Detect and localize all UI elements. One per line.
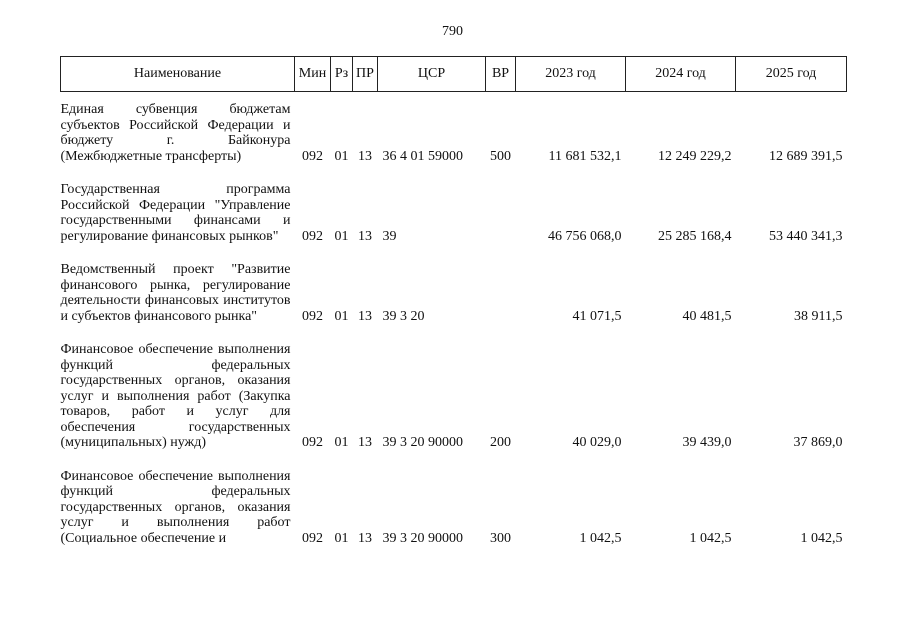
row-2025: 53 440 341,3 <box>769 228 843 244</box>
header-2024: 2024 год <box>626 57 736 92</box>
row-2024: 39 439,0 <box>682 435 732 450</box>
row-csr: 36 4 01 59000 <box>382 148 463 164</box>
row-min: 092 <box>302 435 323 450</box>
header-vr: ВР <box>486 57 516 92</box>
row-vr: 500 <box>490 148 511 164</box>
row-rz: 01 <box>334 308 349 324</box>
row-2024: 40 481,5 <box>682 308 732 324</box>
row-pr: 13 <box>358 530 372 546</box>
row-min: 092 <box>302 530 323 546</box>
table-row <box>61 92 847 173</box>
page-number: 790 <box>442 24 463 39</box>
row-min: 092 <box>302 228 323 244</box>
header-min: Мин <box>295 57 331 92</box>
row-vr: 200 <box>490 435 511 450</box>
row-2025: 1 042,5 <box>800 530 843 546</box>
row-2025: 37 869,0 <box>793 435 843 450</box>
header-pr: ПР <box>353 57 378 92</box>
header-2023: 2023 год <box>516 57 626 92</box>
header-name: Наименование <box>61 57 295 92</box>
table-row <box>61 332 847 459</box>
row-2025: 38 911,5 <box>794 308 843 324</box>
row-rz: 01 <box>334 435 349 450</box>
row-2023: 41 071,5 <box>572 308 622 324</box>
row-min: 092 <box>302 308 323 324</box>
row-name: Финансовое обеспечение выполнения функций федеральных государственных органов, оказания услуг и выполнения работ (Закупка товаров, работ и услуг для обеспечения государственных (муниципальных) нужд) <box>60 342 291 450</box>
row-2023: 40 029,0 <box>572 435 622 450</box>
header-rz: Рз <box>331 57 353 92</box>
row-rz: 01 <box>334 530 349 546</box>
row-csr: 39 3 20 <box>382 308 425 324</box>
row-vr <box>486 252 516 332</box>
row-pr: 13 <box>358 228 372 244</box>
row-pr: 13 <box>358 435 372 450</box>
row-csr: 39 3 20 90000 <box>382 435 463 450</box>
table-row <box>61 172 847 252</box>
row-rz: 01 <box>334 148 349 164</box>
row-vr: 300 <box>490 530 511 546</box>
row-2024: 12 249 229,2 <box>658 148 732 164</box>
table-row <box>61 252 847 332</box>
header-2025: 2025 год <box>736 57 847 92</box>
row-2023: 11 681 532,1 <box>548 148 622 164</box>
row-2024: 25 285 168,4 <box>658 228 732 244</box>
table-row <box>61 459 847 555</box>
row-pr: 13 <box>358 148 372 164</box>
row-2023: 46 756 068,0 <box>548 228 622 244</box>
row-name: Государственная программа Российской Федерации "Управление государственными финансами и регулирование финансовых рынков" <box>60 182 291 244</box>
row-pr: 13 <box>358 308 372 324</box>
table-header-row <box>61 57 847 92</box>
budget-table <box>60 56 847 554</box>
row-vr <box>486 172 516 252</box>
row-name: Финансовое обеспечение выполнения функций федеральных государственных органов, оказания услуг и выполнения работ (Социальное обеспечение и <box>60 468 291 546</box>
row-csr: 39 3 20 90000 <box>382 530 463 546</box>
row-rz: 01 <box>334 228 349 244</box>
row-2023: 1 042,5 <box>579 530 622 546</box>
row-2025: 12 689 391,5 <box>769 148 843 164</box>
row-name: Единая субвенция бюджетам субъектов Российской Федерации и бюджету г. Байконура (Межбюджетные трансферты) <box>60 102 291 164</box>
row-csr: 39 <box>382 228 397 244</box>
header-csr: ЦСР <box>378 57 486 92</box>
row-2024: 1 042,5 <box>689 530 732 546</box>
row-name: Ведомственный проект "Развитие финансового рынка, регулирование деятельности финансовых институтов и субъектов финансового рынка" <box>60 262 291 324</box>
row-min: 092 <box>302 148 323 164</box>
